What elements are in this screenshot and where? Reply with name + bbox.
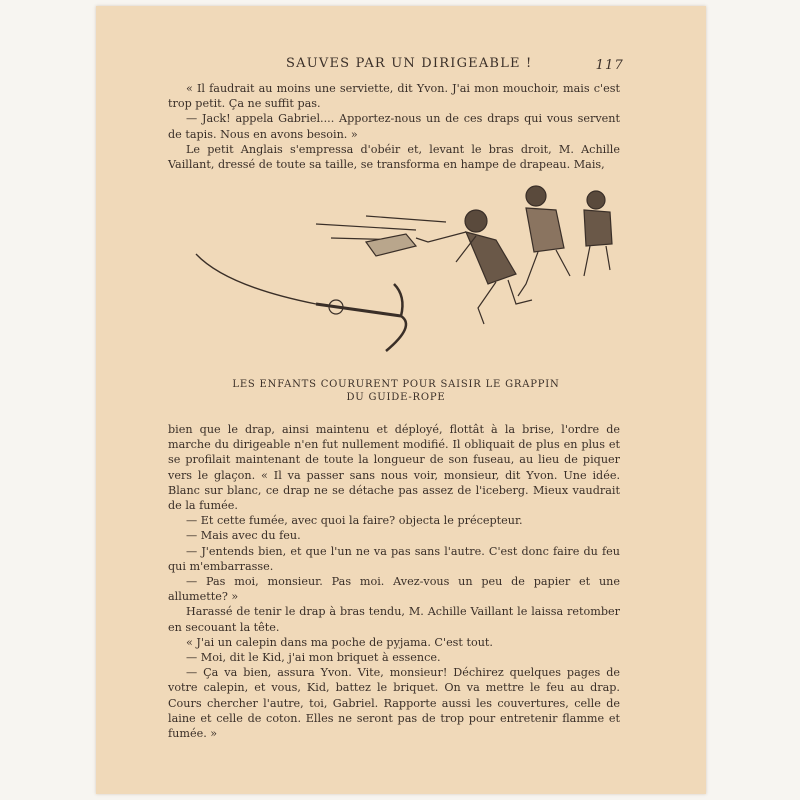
paragraph: Harassé de tenir le drap à bras tendu, M. Achille Vaillant le laissa retomber en secouant la tête. (168, 605, 620, 634)
paragraph: — Jack! appela Gabriel.... Apportez-nous un de ces draps qui vous servent de tapis. Nous en avons besoin. » (168, 112, 620, 141)
paragraph: « J'ai un calepin dans ma poche de pyjama. C'est tout. (186, 635, 493, 649)
paragraph: bien que le drap, ainsi maintenu et déployé, flottât à la brise, l'ordre de marche du dirigeable n'en fut nullement modifié. Il obliquait de plus en plus et se profilait maintenant de toute la longueur de son fuseau, au lieu de piquer vers le glaçon. « Il va passer sans nous voir, monsieur, dit Yvon. Une idée. Blanc sur blanc, ce drap ne se détache pas assez de l'iceberg. Mieux vaudrait de la fumée. (168, 423, 620, 513)
paragraph: — Et cette fumée, avec quoi la faire? objecta le précepteur. (186, 514, 523, 528)
paragraph: — Mais avec du feu. (186, 529, 301, 543)
paragraph: — J'entends bien, et que l'un ne va pas sans l'autre. C'est donc faire du feu qui m'embarrasse. (168, 544, 620, 573)
running-title: SAUVES PAR UN DIRIGEABLE ! (286, 56, 533, 71)
illustration-children-running (166, 176, 616, 366)
book-page (96, 6, 706, 794)
paragraph: Le petit Anglais s'empressa d'obéir et, levant le bras droit, M. Achille Vaillant, dressé de toute sa taille, se transforma en hampe de drapeau. Mais, (168, 142, 620, 172)
page-header (96, 56, 706, 78)
paragraph: — Pas moi, monsieur. Pas moi. Avez-vous un peu de papier et une allumette? » (168, 575, 620, 604)
caption-line: DU GUIDE-ROPE (346, 392, 446, 403)
page-number: 117 (595, 58, 624, 73)
top-text-block (168, 81, 620, 172)
paragraph: « Il faudrait au moins une serviette, dit Yvon. J'ai mon mouchoir, mais c'est trop petit. Ça ne suffit pas. (168, 82, 620, 111)
paragraph: — Moi, dit le Kid, j'ai mon briquet à essence. (186, 651, 441, 665)
paragraph: — Ça va bien, assura Yvon. Vite, monsieur! Déchirez quelques pages de votre calepin, et vous, Kid, battez le briquet. On va mettre le feu au drap. Cours chercher l'autre, toi, Gabriel. Rapporte aussi les couvertures, celle de laine et celle de coton. Elles ne seront pas de trop pour entretenir flamme et fumée. » (168, 666, 620, 741)
caption-line: LES ENFANTS COURURENT POUR SAISIR LE GRAPPIN (232, 379, 560, 390)
illustration-caption (156, 378, 636, 404)
bottom-text-block (168, 422, 620, 741)
